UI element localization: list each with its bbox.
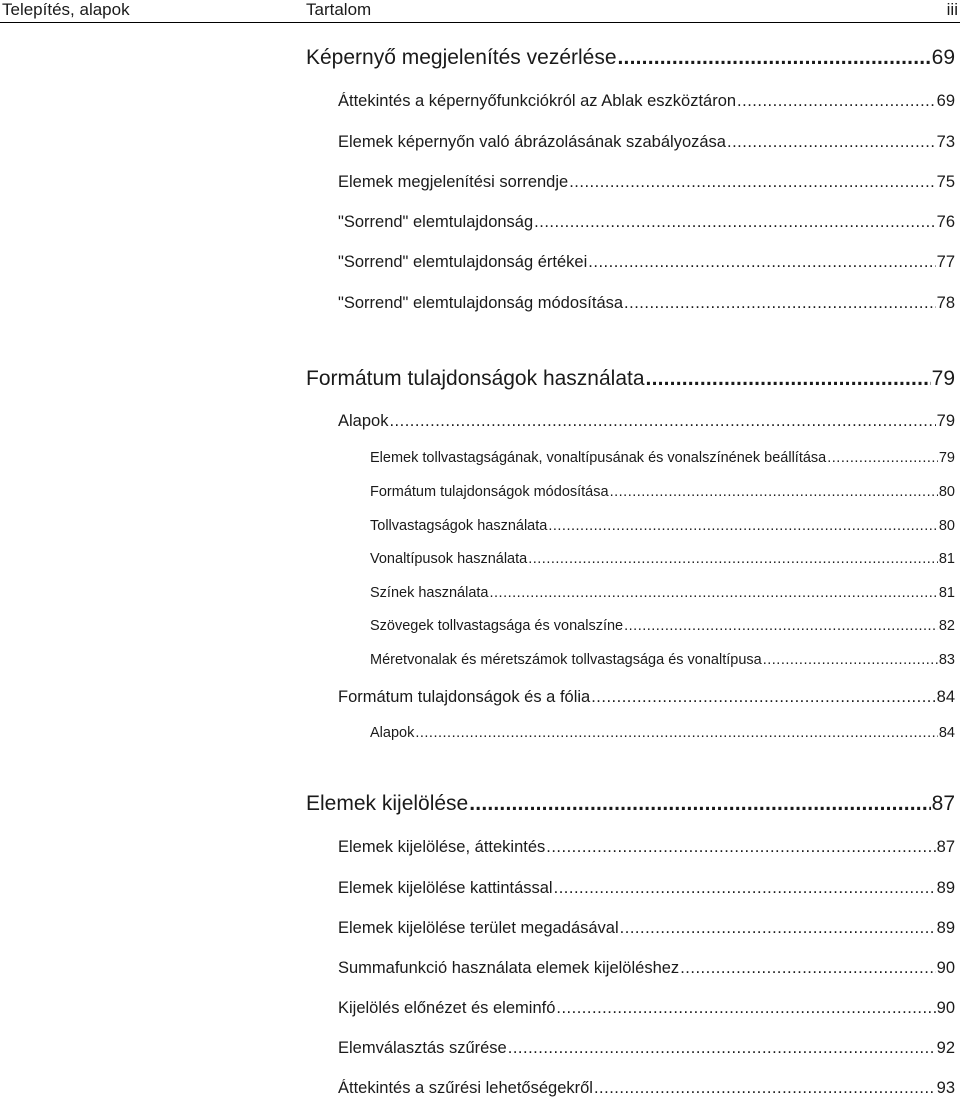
toc-section[interactable] xyxy=(338,919,955,938)
toc-leader xyxy=(569,173,935,192)
toc-page: 69 xyxy=(936,92,955,110)
toc-leader xyxy=(546,838,935,857)
header-section-title: Tartalom xyxy=(306,0,372,19)
toc-subsection[interactable] xyxy=(370,652,955,668)
toc-leader xyxy=(737,92,936,111)
toc-leader xyxy=(588,253,935,272)
toc-leader xyxy=(594,1079,936,1098)
toc-page: 93 xyxy=(936,1079,955,1097)
toc-title: Kijelölés előnézet és eleminfó xyxy=(338,999,556,1017)
toc-title: Képernyő megjelenítés vezérlése xyxy=(306,46,617,69)
toc-page: 89 xyxy=(936,919,955,937)
toc-subsection[interactable] xyxy=(370,450,955,466)
toc-page: 83 xyxy=(938,652,955,668)
toc-page: 73 xyxy=(936,133,955,151)
toc-title: Elemek kijelölése xyxy=(306,792,469,815)
toc-page: 80 xyxy=(938,518,955,534)
toc-page: 78 xyxy=(936,294,955,312)
toc-section[interactable] xyxy=(338,253,955,272)
toc-title: Summafunkció használata elemek kijelöléshez xyxy=(338,959,680,977)
toc-section[interactable] xyxy=(338,133,955,152)
toc-title: Tollvastagságok használata xyxy=(370,518,548,534)
toc-title: Elemek kijelölése terület megadásával xyxy=(338,919,619,937)
toc-page: 87 xyxy=(936,838,955,856)
toc-page: 76 xyxy=(936,213,955,231)
toc-page: 84 xyxy=(936,688,955,706)
toc-page: 79 xyxy=(931,367,955,390)
toc-title: Áttekintés a szűrési lehetőségekről xyxy=(338,1079,593,1097)
toc-subsection[interactable] xyxy=(370,725,955,741)
toc-title: Alapok xyxy=(338,412,389,430)
toc-leader xyxy=(554,879,936,898)
toc-section[interactable] xyxy=(338,879,955,898)
toc-page: 69 xyxy=(931,46,955,69)
toc-title: Formátum tulajdonságok módosítása xyxy=(370,484,609,500)
toc-leader xyxy=(620,919,936,938)
toc-title: Formátum tulajdonságok használata xyxy=(306,367,645,390)
toc-leader xyxy=(490,585,938,601)
toc-chapter[interactable] xyxy=(306,792,955,816)
toc-title: "Sorrend" elemtulajdonság xyxy=(338,213,534,231)
toc-title: Áttekintés a képernyőfunkciókról az Ablak eszköztáron xyxy=(338,92,737,110)
toc-subsection[interactable] xyxy=(370,518,955,534)
toc-leader xyxy=(727,133,936,152)
toc-title: Elemek képernyőn való ábrázolásának szabályozása xyxy=(338,133,726,151)
toc-page: 82 xyxy=(938,618,955,634)
toc-page: 81 xyxy=(938,585,955,601)
toc-title: Elemek tollvastagságának, vonaltípusának és vonalszínének beállítása xyxy=(370,450,827,466)
toc-leader xyxy=(591,688,935,707)
toc-chapter[interactable] xyxy=(306,46,955,70)
toc-page: 87 xyxy=(931,792,955,815)
toc-page: 81 xyxy=(938,551,955,567)
toc-leader xyxy=(389,412,935,431)
toc-leader xyxy=(618,46,931,70)
toc-leader xyxy=(528,551,938,567)
toc-title: Szövegek tollvastagsága és vonalszíne xyxy=(370,618,624,634)
toc-leader xyxy=(534,213,935,232)
toc-title: Vonaltípusok használata xyxy=(370,551,528,567)
toc-leader xyxy=(646,367,931,391)
running-header xyxy=(0,0,960,23)
toc-section[interactable] xyxy=(338,688,955,707)
toc-title: Méretvonalak és méretszámok tollvastagsága és vonaltípusa xyxy=(370,652,762,668)
toc-title: Elemek kijelölése kattintással xyxy=(338,879,553,897)
toc-title: "Sorrend" elemtulajdonság értékei xyxy=(338,253,588,271)
toc-page: 79 xyxy=(936,412,955,430)
toc-page: 90 xyxy=(936,959,955,977)
toc-section[interactable] xyxy=(338,92,955,111)
toc-leader xyxy=(548,518,938,534)
toc-subsection[interactable] xyxy=(370,484,955,500)
toc-section[interactable] xyxy=(338,412,955,431)
header-book-title: Telepítés, alapok xyxy=(2,0,130,19)
toc-page: 90 xyxy=(936,999,955,1017)
toc-page: 80 xyxy=(938,484,955,500)
toc-page: 89 xyxy=(936,879,955,897)
toc-leader xyxy=(763,652,938,668)
toc-leader xyxy=(469,792,930,816)
toc-title: Elemek kijelölése, áttekintés xyxy=(338,838,546,856)
toc-leader xyxy=(556,999,935,1018)
toc-section[interactable] xyxy=(338,959,955,978)
toc-section[interactable] xyxy=(338,294,955,313)
toc-subsection[interactable] xyxy=(370,551,955,567)
toc-subsection[interactable] xyxy=(370,585,955,601)
toc-title: Színek használata xyxy=(370,585,489,601)
toc-leader xyxy=(624,294,936,313)
toc-page: 84 xyxy=(938,725,955,741)
toc-leader xyxy=(680,959,935,978)
toc-leader xyxy=(610,484,938,500)
header-page-number: iii xyxy=(946,0,958,19)
toc-leader xyxy=(415,725,938,741)
toc-chapter[interactable] xyxy=(306,367,955,391)
toc-title: Alapok xyxy=(370,725,415,741)
toc-page: 77 xyxy=(936,253,955,271)
toc-page: 75 xyxy=(936,173,955,191)
toc-section[interactable] xyxy=(338,838,955,857)
toc-title: Elemválasztás szűrése xyxy=(338,1039,507,1057)
toc-leader xyxy=(827,450,938,466)
toc-section[interactable] xyxy=(338,173,955,192)
toc-title: "Sorrend" elemtulajdonság módosítása xyxy=(338,294,624,312)
toc-title: Elemek megjelenítési sorrendje xyxy=(338,173,569,191)
toc-title: Formátum tulajdonságok és a fólia xyxy=(338,688,591,706)
toc-page: 92 xyxy=(936,1039,955,1057)
toc-section[interactable] xyxy=(338,999,955,1018)
toc-leader xyxy=(508,1039,936,1058)
toc-section[interactable] xyxy=(338,1079,955,1098)
toc-section[interactable] xyxy=(338,213,955,232)
toc-subsection[interactable] xyxy=(370,618,955,634)
toc-section[interactable] xyxy=(338,1039,955,1058)
toc-leader xyxy=(624,618,938,634)
toc-page: 79 xyxy=(938,450,955,466)
